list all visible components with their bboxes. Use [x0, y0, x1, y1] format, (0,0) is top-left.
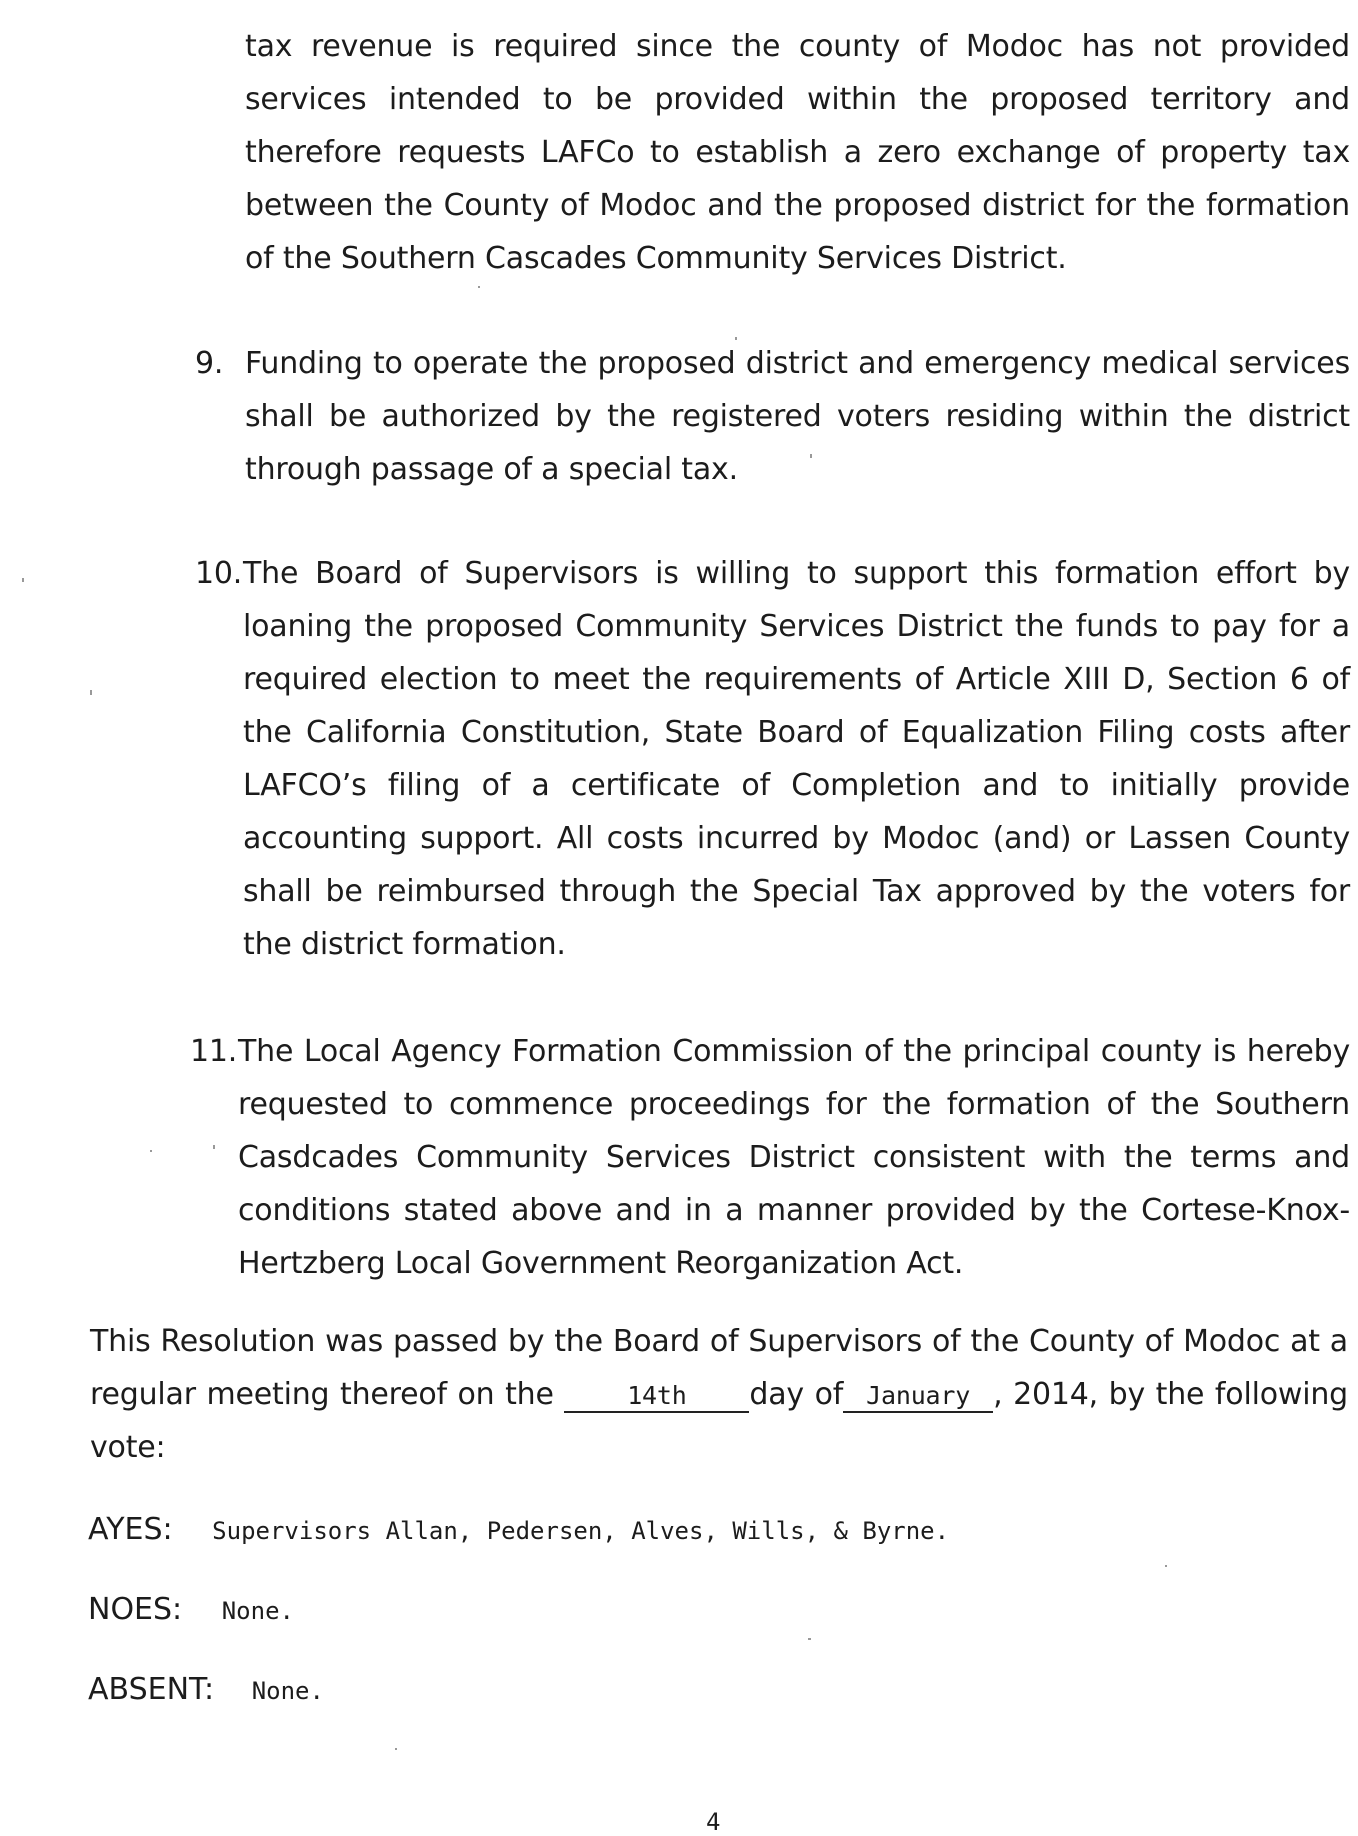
item-number: 10.: [195, 556, 243, 591]
closing-text-2: day of: [749, 1377, 844, 1412]
scan-speck: [478, 286, 480, 288]
list-item-9: [195, 337, 1350, 496]
scan-speck: [150, 1150, 152, 1152]
item-text: The Board of Supervisors is willing to support this formation effort by loaning the proposed Community Services District the funds to pay for a required election to meet the requirements of Article XIII D, Section 6 of the California Constitution, State Board of Equalization Filing costs after LAFCO’s filing of a certificate of Completion and to initially provide accounting support. All costs incurred by Modoc (and) or Lassen County shall be reimbursed through the Special Tax approved by the voters for the district formation.: [243, 556, 1350, 962]
list-item-10: [195, 547, 1350, 971]
noes-value: None.: [221, 1597, 294, 1625]
ayes-row: [88, 1510, 949, 1551]
resolution-closing: [90, 1315, 1348, 1474]
scan-speck: [810, 454, 812, 458]
month-field: January: [843, 1381, 993, 1413]
scan-speck: [22, 578, 24, 582]
continuation-paragraph: tax revenue is required since the county of Modoc has not provided services intended to be provided within the proposed territory and therefore requests LAFCo to establish a zero exchange of property tax between the County of Modoc and the proposed district for the formation of the Southern Cascades Community Services District.: [245, 29, 1350, 276]
absent-value: None.: [251, 1677, 324, 1705]
item-text: Funding to operate the proposed district and emergency medical services shall be authorized by the registered voters residing within the district through passage of a special tax.: [245, 346, 1350, 487]
list-item-11: [190, 1025, 1350, 1290]
closing-text-1: This Resolution was passed by the Board of Supervisors of the County of Modoc at a regular meeting thereof on the: [90, 1324, 1348, 1412]
noes-label: NOES:: [88, 1592, 183, 1627]
absent-label: ABSENT:: [88, 1672, 215, 1707]
scan-speck: [90, 690, 92, 695]
scan-speck: [735, 337, 737, 340]
item-number: 9.: [195, 346, 224, 381]
closing-text-3: , 2014, by the following vote:: [90, 1377, 1348, 1465]
scan-speck: [395, 1748, 397, 1750]
ayes-label: AYES:: [88, 1512, 173, 1547]
scan-speck: [808, 1638, 811, 1640]
day-field: 14th: [564, 1381, 749, 1413]
scan-speck: [213, 1145, 215, 1149]
absent-row: [88, 1670, 324, 1711]
noes-row: [88, 1590, 294, 1631]
page-number: 4: [706, 1808, 721, 1836]
item-number: 11.: [190, 1034, 238, 1069]
item-text: The Local Agency Formation Commission of the principal county is hereby requested to commence proceedings for the formation of the Southern Casdcades Community Services District consistent with the terms and conditions stated above and in a manner provided by the Cortese-Knox-Hertzberg Local Government Reorganization Act.: [238, 1034, 1350, 1281]
ayes-value: Supervisors Allan, Pedersen, Alves, Wills, & Byrne.: [212, 1517, 950, 1545]
scan-speck: [1165, 1565, 1167, 1567]
